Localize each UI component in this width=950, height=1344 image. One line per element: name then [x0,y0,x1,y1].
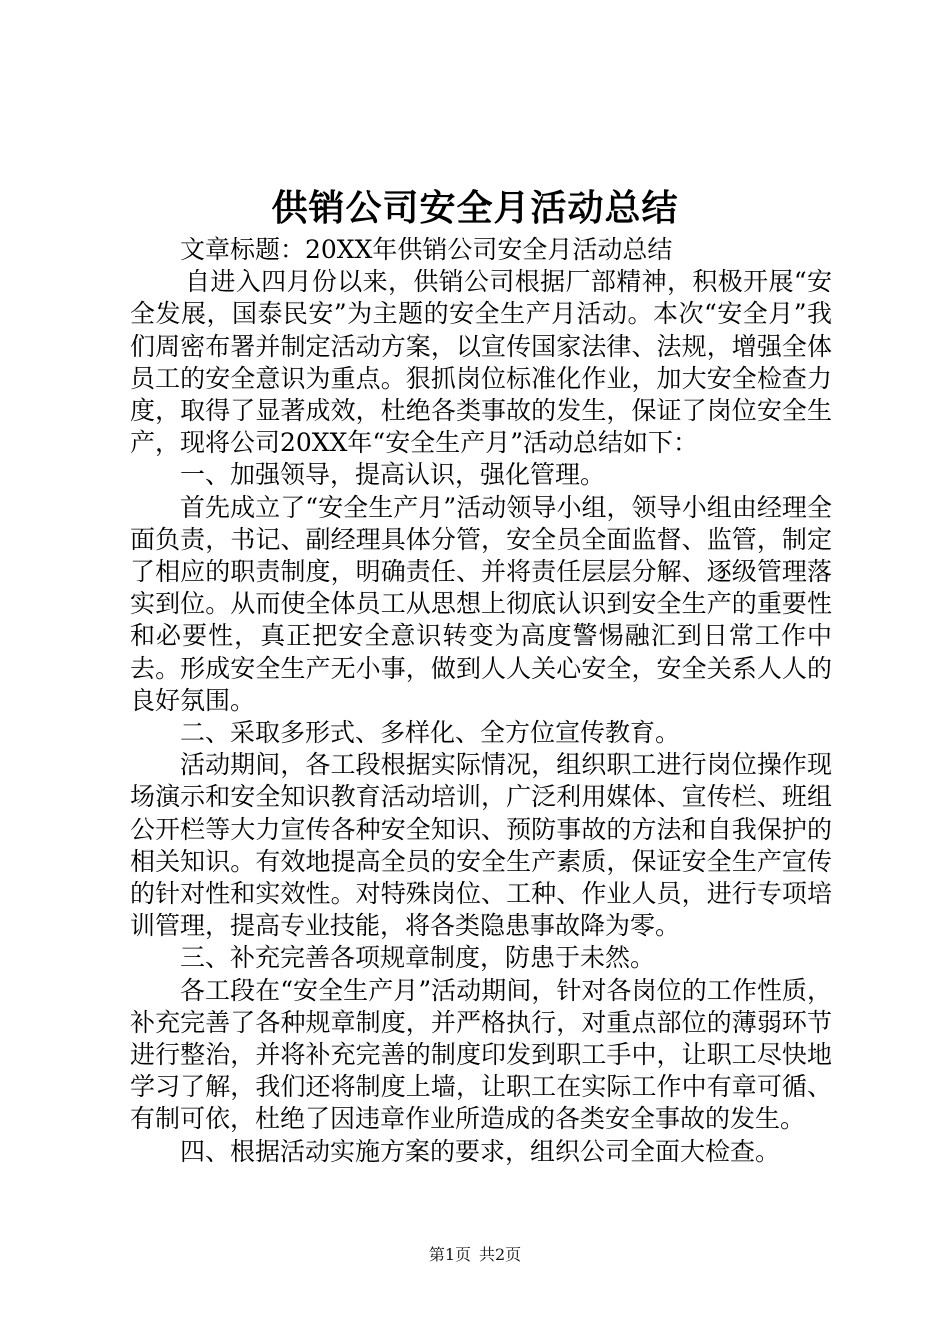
page-footer [0,1244,950,1266]
page-total: 共2页 [479,1245,522,1264]
section-paragraph-3: 各工段在“安全生产月”活动期间，针对各岗位的工作性质，补充完善了各种规章制度，并严格执行，对重点部位的薄弱环节进行整治，并将补充完善的制度印发到职工手中，让职工尽快地学习了解，我们还将制度上墙，让职工在实际工作中有章可循、有制可依，杜绝了因违章作业所造成的各类安全事故的发生。 [130,975,832,1134]
page-number: 第1页 [428,1245,471,1264]
document-title: 供销公司安全月活动总结 [271,187,679,229]
section-paragraph-1: 首先成立了“安全生产月”活动领导小组，领导小组由经理全面负责，书记、副经理具体分管，安全员全面监督、监管，制定了相应的职责制度，明确责任、并将责任层层分解、逐级管理落实到位。从而使全体员工从思想上彻底认识到安全生产的重要性和必要性，真正把安全意识转变为高度警惕融汇到日常工作中去。形成安全生产无小事，做到人人关心安全，安全关系人人的良好氛围。 [130,492,832,715]
section-heading-4: 四、根据活动实施方案的要求，组织公司全面大检查。 [180,1136,781,1166]
section-heading-1: 一、加强领导，提高认识，强化管理。 [180,460,606,490]
document-body [130,234,832,1168]
section-paragraph-2: 活动期间，各工段根据实际情况，组织职工进行岗位操作现场演示和安全知识教育活动培训，广泛利用媒体、宣传栏、班组公开栏等大力宣传各种安全知识、预防事故的方法和自我保护的相关知识。有效地提高全员的安全生产素质，保证安全生产宣传的针对性和实效性。对特殊岗位、工种、作业人员，进行专项培训管理，提高专业技能，将各类隐患事故降为零。 [130,750,832,941]
intro-paragraph: 自进入四月份以来，供销公司根据厂部精神，积极开展“安全发展，国泰民安”为主题的安全生产月活动。本次“安全月”我们周密布署并制定活动方案，以宣传国家法律、法规，增强全体员工的安全意识为重点。狠抓岗位标准化作业，加大安全检查力度，取得了显著成效，杜绝各类事故的发生，保证了岗位安全生产，现将公司20XX年“安全生产月”活动总结如下： [130,267,832,458]
section-heading-3: 三、补充完善各项规章制度，防患于未然。 [180,943,656,973]
section-heading-2: 二、采取多形式、多样化、全方位宣传教育。 [180,718,681,748]
article-title-line: 文章标题：20XX年供销公司安全月活动总结 [180,235,673,264]
